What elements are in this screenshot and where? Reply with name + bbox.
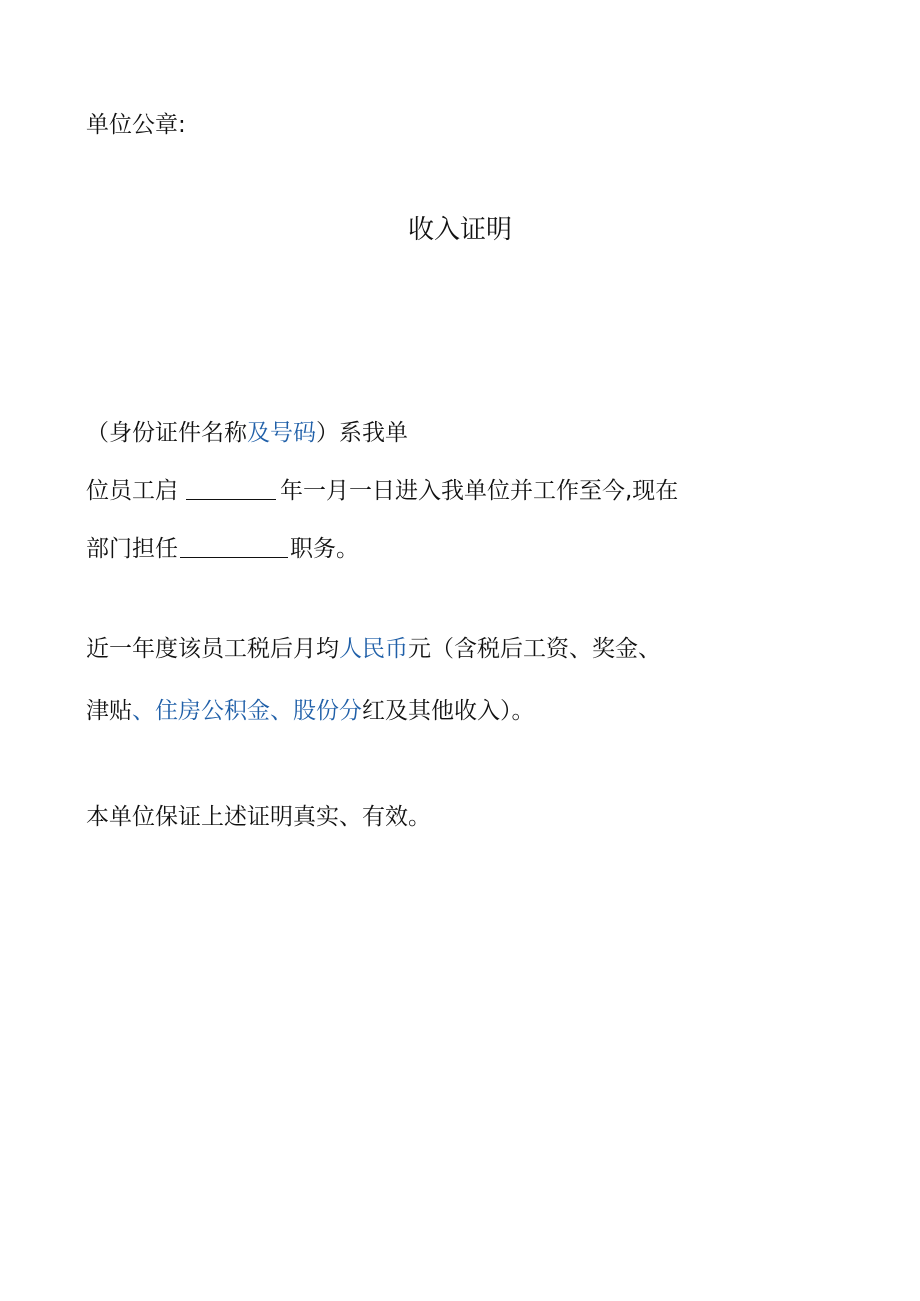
start-year-blank[interactable] — [186, 477, 276, 500]
housing-fund-link[interactable]: 、住房公积金、股份分 — [132, 698, 362, 724]
income-suffix-text: 元（含税后工资、奖金、 — [408, 636, 661, 662]
paragraph1-line1 — [86, 418, 408, 448]
paragraph1-line3 — [86, 534, 359, 564]
paragraph2-line1 — [86, 634, 661, 664]
paragraph1-line2 — [86, 476, 678, 506]
position-text: 职务。 — [290, 536, 359, 562]
document-title: 收入证明 — [407, 215, 512, 245]
guarantee-statement: 本单位保证上述证明真实、有效。 — [86, 804, 431, 830]
seal-label: 单位公章: — [86, 112, 186, 138]
id-prefix-text: （身份证件名称 — [86, 420, 247, 446]
start-date-text: 年一月一日进入我单位并工作至今,现在 — [280, 478, 679, 504]
paragraph2-line2 — [86, 696, 535, 726]
income-prefix-text: 近一年度该员工税后月均 — [86, 636, 339, 662]
id-suffix-text: ）系我单 — [316, 420, 408, 446]
department-text: 部门担任 — [86, 536, 178, 562]
other-income-text: 红及其他收入）。 — [362, 698, 535, 724]
job-title-blank[interactable] — [180, 535, 288, 558]
employee-start-text: 位员工启 — [86, 478, 178, 504]
rmb-link[interactable]: 人民币 — [339, 636, 408, 662]
id-number-link[interactable]: 及号码 — [247, 420, 316, 446]
allowance-text: 津贴 — [86, 698, 132, 724]
